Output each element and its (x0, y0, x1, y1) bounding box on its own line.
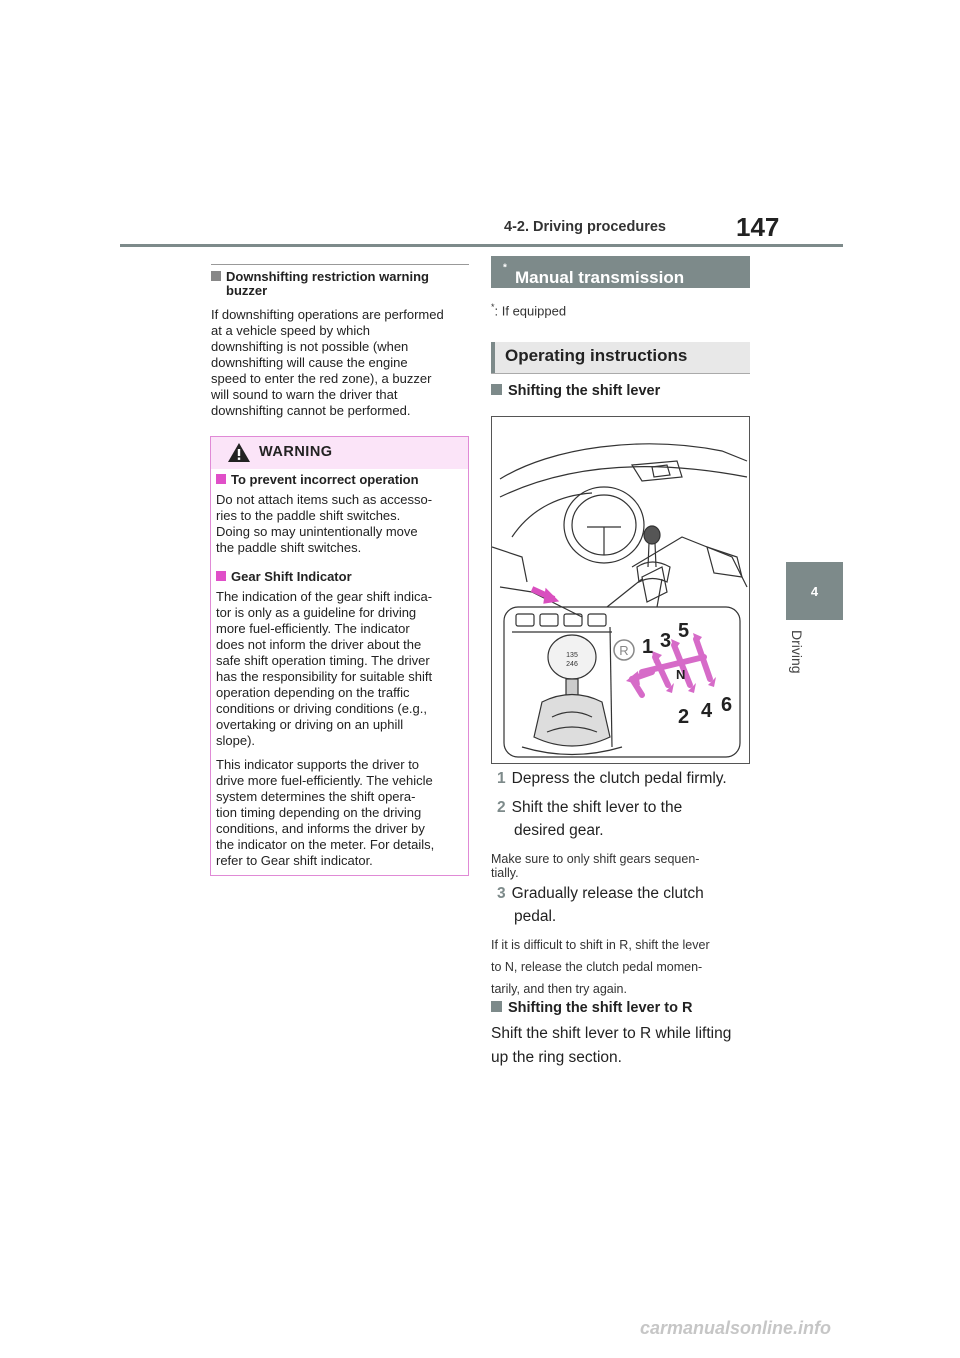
warning-item1-title: To prevent incorrect operation (231, 472, 419, 487)
step-number: 3 (497, 885, 506, 902)
shifting-heading (491, 383, 660, 399)
footnote-mark: * (491, 302, 495, 312)
chapter-side-label (779, 630, 813, 690)
text-line: downshifting is not possible (when (211, 339, 409, 354)
warning-triangle-icon (227, 442, 251, 463)
svg-text:246: 246 (566, 661, 578, 668)
car-interior-drawing (492, 417, 749, 763)
text-line: safe shift operation timing. The driver (216, 653, 430, 668)
gear-4-label: 4 (701, 700, 713, 722)
text-line: Shift the shift lever to R while lifting (491, 1025, 732, 1042)
step-text: pedal. (514, 908, 557, 925)
step-text: Shift the shift lever to the (511, 799, 683, 816)
step-3 (497, 882, 752, 928)
neutral-label: N (676, 667, 686, 682)
text-line: at a vehicle speed by which (211, 323, 370, 338)
square-bullet-icon (216, 474, 226, 484)
text-line: Make sure to only shift gears sequen- (491, 852, 700, 866)
warning-item2-body2 (216, 757, 466, 869)
reverse-heading (491, 1000, 692, 1016)
downshift-title-2: buzzer (226, 283, 268, 298)
text-line: downshifting cannot be performed. (211, 403, 411, 418)
text-line: If downshifting operations are performed (211, 307, 444, 322)
chapter-label: Driving (789, 630, 805, 674)
gear-6-label: 6 (721, 694, 733, 716)
text-line: tor is only as a guideline for driving (216, 605, 417, 620)
text-line: If it is difficult to shift in R, shift the lever (491, 938, 710, 952)
gear-5-label: 5 (678, 620, 690, 642)
gear-1-label: 1 (642, 636, 654, 658)
step-1 (497, 767, 752, 790)
watermark: carmanualsonline.info (640, 1318, 832, 1338)
text-line: drive more fuel-efficiently. The vehicle (216, 773, 433, 788)
text-line: more fuel-efficiently. The indicator (216, 621, 410, 636)
step-text: Depress the clutch pedal firmly. (511, 770, 727, 787)
text-line: tion timing depending on the driving (216, 805, 422, 820)
page-number: 147 (736, 212, 780, 242)
chapter-tab (786, 562, 843, 620)
square-bullet-icon (216, 571, 226, 581)
downshift-body (211, 307, 469, 419)
warning-item2-title: Gear Shift Indicator (231, 569, 352, 584)
text-line: ries to the paddle shift switches. (216, 508, 401, 523)
text-line: refer to Gear shift indicator. (216, 853, 373, 868)
footnote-text: : If equipped (494, 303, 567, 319)
shifting-heading-text: Shifting the shift lever (508, 383, 661, 399)
warning-header (211, 437, 468, 469)
chapter-number: 4 (810, 583, 819, 599)
text-line: to N, release the clutch pedal momen- (491, 960, 703, 974)
downshift-heading (211, 270, 469, 298)
text-line: operation depending on the traffic (216, 685, 410, 700)
text-line: the paddle shift switches. (216, 540, 362, 555)
gear-3-label: 3 (660, 630, 672, 652)
square-bullet-icon (491, 1001, 502, 1012)
reverse-body (491, 1022, 753, 1070)
text-line: Do not attach items such as accesso- (216, 492, 433, 507)
gear-2-label: 2 (678, 706, 690, 728)
subbanner-title: Operating instructions (505, 346, 688, 365)
text-line: slope). (216, 733, 256, 748)
text-line: speed to enter the red zone), a buzzer (211, 371, 432, 386)
header-rule (120, 244, 843, 247)
subbanner-rule (491, 373, 750, 374)
operating-instructions-banner (491, 342, 750, 374)
subsection-rule (211, 264, 469, 265)
step-number: 1 (497, 770, 506, 787)
section-title: 4-2. Driving procedures (504, 219, 666, 235)
step-2 (497, 796, 752, 842)
banner-title: Manual transmission (515, 268, 685, 287)
text-line: tarily, and then try again. (491, 982, 627, 996)
manual-transmission-banner (491, 256, 750, 288)
note-sequential (491, 852, 750, 880)
step-number: 2 (497, 799, 506, 816)
note-reverse-difficulty (491, 934, 753, 1000)
warning-item2-heading (216, 570, 464, 584)
warning-item2-body1 (216, 589, 466, 749)
text-line: conditions or driving conditions (e.g., (216, 701, 428, 716)
step-text: desired gear. (514, 822, 604, 839)
text-line: the indicator on the meter. For details, (216, 837, 435, 852)
text-line: This indicator supports the driver to (216, 757, 420, 772)
text-line: downshifting will cause the engine (211, 355, 408, 370)
svg-text:135: 135 (566, 652, 578, 659)
text-line: The indication of the gear shift indica- (216, 589, 433, 604)
text-line: tially. (491, 866, 519, 880)
reverse-heading-text: Shifting the shift lever to R (508, 1000, 693, 1016)
text-line: up the ring section. (491, 1049, 622, 1066)
banner-asterisk: * (503, 262, 507, 274)
shift-lever-illustration (491, 416, 750, 764)
downshift-title-1: Downshifting restriction warning (226, 269, 429, 284)
text-line: overtaking or driving on an uphill (216, 717, 404, 732)
text-line: does not inform the driver about the (216, 637, 422, 652)
square-bullet-icon (211, 271, 221, 281)
text-line: conditions, and informs the driver by (216, 821, 425, 836)
text-line: has the responsibility for suitable shift (216, 669, 433, 684)
square-bullet-icon (491, 384, 502, 395)
warning-item1-heading (216, 473, 464, 487)
warning-item1-body (216, 492, 466, 556)
text-line: system determines the shift opera- (216, 789, 416, 804)
text-line: will sound to warn the driver that (211, 387, 398, 402)
reverse-label: R (619, 643, 629, 658)
step-text: Gradually release the clutch (511, 885, 704, 902)
text-line: Doing so may unintentionally move (216, 524, 418, 539)
footnote (491, 302, 566, 318)
warning-title: WARNING (259, 444, 333, 460)
